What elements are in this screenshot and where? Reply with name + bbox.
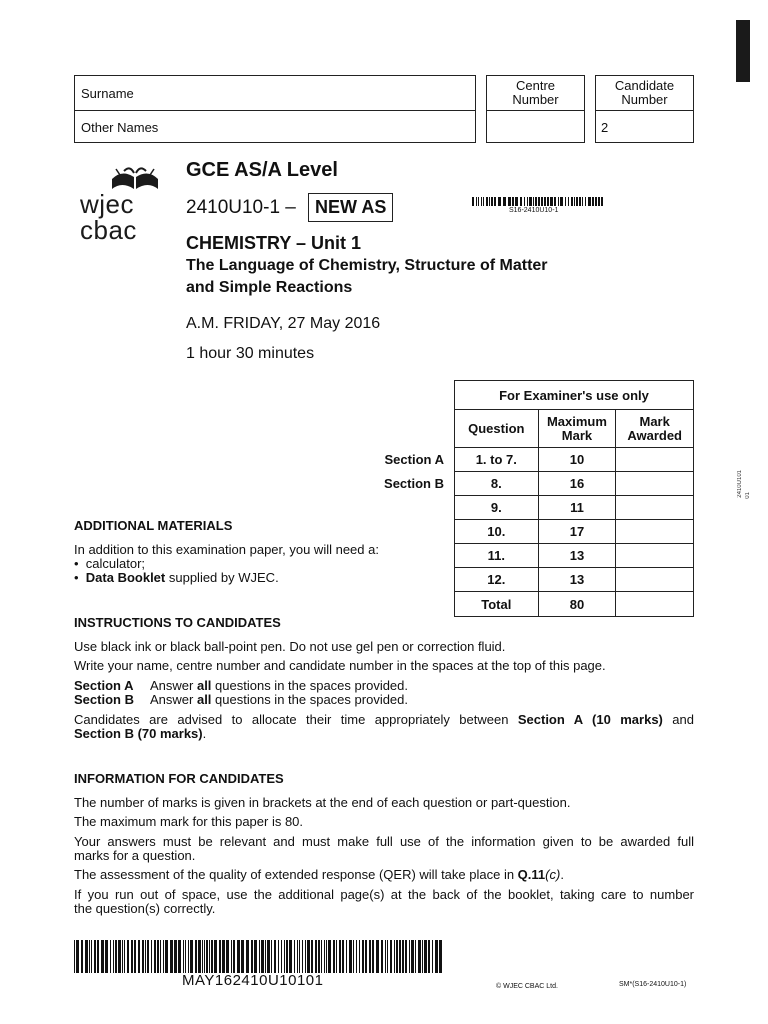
barcode-bar (333, 940, 335, 973)
barcode-bar (178, 940, 181, 973)
row-question: 10. (455, 520, 539, 544)
barcode-bar (278, 940, 279, 973)
barcode-bar (533, 197, 534, 206)
barcode-bar (142, 940, 144, 973)
row-question: 1. to 7. (455, 448, 539, 472)
barcode-bar (222, 940, 225, 973)
instr-section-b-post: questions in the spaces provided. (211, 692, 409, 707)
centre-number-label-1: Centre (515, 78, 556, 93)
barcode-bar (365, 940, 367, 973)
total-row (455, 592, 694, 617)
barcode-bar (560, 197, 563, 206)
barcode-bar (110, 940, 111, 973)
bullet-1-text: calculator; (85, 556, 146, 571)
barcode-bar (582, 197, 583, 206)
barcode-bar (265, 940, 266, 973)
barcode-bar (520, 197, 522, 206)
barcode-bar (529, 197, 532, 206)
row-max: 13 (538, 568, 616, 592)
barcode-bar (342, 940, 344, 973)
barcode-bar (195, 940, 197, 973)
barcode-bar (346, 940, 347, 973)
barcode-bar (595, 197, 597, 206)
row-awarded[interactable] (616, 448, 694, 472)
barcode-bar (353, 940, 354, 973)
barcode-bar (124, 940, 125, 973)
barcode-bar (588, 197, 591, 206)
information-line-2: The maximum mark for this paper is 80. (74, 814, 304, 829)
col-awarded-header (616, 410, 694, 448)
instr-section-b-label: Section B (74, 692, 134, 707)
new-as-badge: NEW AS (308, 193, 393, 222)
barcode-bar (491, 197, 493, 206)
barcode-bar (411, 940, 414, 973)
barcode-bar (97, 940, 99, 973)
barcode-bar (339, 940, 341, 973)
barcode-bar (336, 940, 337, 973)
advise-section-a: Section A (10 marks) (517, 712, 663, 727)
barcode-bar (94, 940, 96, 973)
barcode-bar (185, 940, 186, 973)
centre-number-header (486, 75, 585, 111)
total-value: 80 (538, 592, 616, 617)
barcode-bar (138, 940, 140, 973)
barcode-bar (568, 197, 569, 206)
barcode-bar (415, 940, 416, 973)
barcode-bar (91, 940, 92, 973)
bullet-2-bold: Data Booklet (85, 570, 166, 585)
materials-bullet-1 (74, 557, 145, 571)
barcode-bar (439, 940, 442, 973)
barcode-bar (188, 940, 189, 973)
barcode-bar (324, 940, 325, 973)
exam-duration: 1 hour 30 minutes (186, 345, 315, 362)
barcode-bar (483, 197, 484, 206)
barcode-bar (396, 940, 398, 973)
barcode-bar (486, 197, 488, 206)
barcode-bar (328, 940, 331, 973)
barcode-bar (127, 940, 129, 973)
centre-number-field[interactable] (486, 110, 585, 143)
barcode-bar (376, 940, 379, 973)
information-line-4 (74, 868, 564, 882)
barcode-bar (209, 940, 210, 973)
barcode-bar (183, 940, 184, 973)
barcode-bar (418, 940, 421, 973)
barcode-bar (381, 940, 383, 973)
information-line-5b: the question(s) correctly. (74, 901, 216, 916)
barcode-bar (105, 940, 108, 973)
barcode-bar (574, 197, 575, 206)
advise-pre: Candidates are advised to allocate their time appropriately between (74, 712, 518, 727)
bullet-dot: • (74, 556, 86, 571)
barcode-bar (204, 940, 205, 973)
instructions-line-1: Use black ink or black ball-point pen. Do not use gel pen or correction fluid. (74, 639, 506, 654)
barcode-bar (544, 197, 546, 206)
barcode-bar (390, 940, 392, 973)
barcode-bar (576, 197, 578, 206)
top-barcode-bars (472, 197, 608, 206)
barcode-bar (202, 940, 203, 973)
barcode-bar (585, 197, 586, 206)
barcode-bar (349, 940, 352, 973)
barcode-bar (299, 940, 300, 973)
barcode-bar (251, 940, 253, 973)
barcode-bar (550, 197, 553, 206)
barcode-bar (157, 940, 159, 973)
barcode-bar (274, 940, 276, 973)
barcode-bar (115, 940, 117, 973)
row-question: 9. (455, 496, 539, 520)
table-row (455, 472, 694, 496)
barcode-bar (214, 940, 217, 973)
side-code-2: 01 (745, 492, 751, 499)
barcode-bar (399, 940, 401, 973)
row-awarded[interactable] (616, 544, 694, 568)
materials-bullet-2 (74, 571, 279, 585)
barcode-bar (237, 940, 240, 973)
qualification-level: GCE AS/A Level (186, 159, 338, 181)
col-max-header (538, 410, 616, 448)
barcode-bar (254, 940, 257, 973)
row-max: 13 (538, 544, 616, 568)
information-line-3a: Your answers must be relevant and must make full use of the information given to be awarded full (74, 834, 694, 849)
barcode-bar (369, 940, 371, 973)
barcode-bar (226, 940, 229, 973)
info-4-end: . (560, 867, 564, 882)
barcode-bar (89, 940, 90, 973)
barcode-bar (311, 940, 313, 973)
barcode-bar (359, 940, 360, 973)
barcode-bar (305, 940, 306, 973)
candidate-number-header (595, 75, 694, 111)
section-a-label: Section A (384, 452, 444, 467)
bullet-dot: • (74, 570, 86, 585)
barcode-bar (547, 197, 549, 206)
barcode-bar (294, 940, 295, 973)
instructions-section-a (74, 679, 408, 693)
barcode-bar (101, 940, 104, 973)
info-4-q: Q.11 (517, 867, 546, 882)
subtitle-line-2: and Simple Reactions (186, 279, 353, 296)
barcode-bar (538, 197, 540, 206)
row-awarded[interactable] (616, 568, 694, 592)
surname-field[interactable] (74, 75, 476, 111)
barcode-bar (535, 197, 537, 206)
total-awarded[interactable] (616, 592, 694, 617)
barcode-bar (508, 197, 511, 206)
candidate-number-field[interactable] (595, 110, 694, 143)
barcode-bar (554, 197, 556, 206)
barcode-bar (598, 197, 600, 206)
barcode-bar (579, 197, 581, 206)
information-heading: INFORMATION FOR CANDIDATES (74, 771, 284, 786)
row-max: 16 (538, 472, 616, 496)
barcode-bar (118, 940, 121, 973)
instr-section-a-pre: Answer (150, 678, 197, 693)
wjec-logo (80, 165, 160, 245)
barcode-bar (267, 940, 270, 973)
barcode-bar (321, 940, 322, 973)
information-line-3b: marks for a question. (74, 848, 196, 863)
instructions-advise-line-1 (74, 713, 694, 727)
barcode-bar (170, 940, 173, 973)
other-names-label: Other Names (81, 120, 159, 135)
barcode-bar (233, 940, 235, 973)
advise-section-b: Section B (70 marks) (74, 726, 203, 741)
row-max: 17 (538, 520, 616, 544)
table-row (455, 544, 694, 568)
instructions-line-2: Write your name, centre number and candidate number in the spaces at the top of this page. (74, 658, 606, 673)
barcode-bar (165, 940, 168, 973)
barcode-bar (174, 940, 177, 973)
barcode-bar (318, 940, 320, 973)
exam-date: A.M. FRIDAY, 27 May 2016 (186, 315, 381, 332)
row-question: 8. (455, 472, 539, 496)
barcode-bar (409, 940, 410, 973)
barcode-bar (571, 197, 573, 206)
info-4-pre: The assessment of the quality of extended response (QER) will take place in (74, 867, 518, 882)
instr-section-b-all: all (196, 692, 212, 707)
paper-reference: SM*(S16-2410U10-1) (619, 981, 687, 988)
barcode-bar (524, 197, 525, 206)
instructions-advise-line-2 (74, 727, 206, 741)
barcode-bar (541, 197, 543, 206)
barcode-bar (515, 197, 518, 206)
barcode-bar (219, 940, 221, 973)
row-awarded[interactable] (616, 472, 694, 496)
subtitle-line-1: The Language of Chemistry, Structure of Matter (186, 257, 548, 274)
barcode-bar (472, 197, 474, 206)
paper-code: 2410U10-1 – (186, 197, 296, 218)
row-max: 10 (538, 448, 616, 472)
barcode-bar (74, 940, 75, 973)
barcode-bar (85, 940, 88, 973)
row-awarded[interactable] (616, 520, 694, 544)
table-row (455, 448, 694, 472)
col-question-header: Question (455, 410, 539, 448)
barcode-bar (113, 940, 114, 973)
copyright: © WJEC CBAC Ltd. (496, 983, 558, 990)
barcode-bar (131, 940, 133, 973)
centre-number-label-2: Number (512, 92, 559, 107)
logo-line-1: wjec (80, 189, 135, 219)
subject-title: CHEMISTRY – Unit 1 (186, 233, 362, 253)
book-icon (110, 165, 160, 191)
instructions-section-b (74, 693, 408, 707)
barcode-bar (289, 940, 292, 973)
advise-end: . (202, 726, 207, 741)
barcode-bar (302, 940, 303, 973)
table-row (455, 568, 694, 592)
col-max-header-2: Mark (561, 427, 593, 443)
top-barcode (472, 197, 608, 206)
info-4-c: (c) (545, 867, 561, 882)
barcode-bar (259, 940, 260, 973)
barcode-bar (147, 940, 149, 973)
barcode-bar (387, 940, 388, 973)
row-question: 11. (455, 544, 539, 568)
instr-section-a-label: Section A (74, 678, 134, 693)
barcode-bar (478, 197, 479, 206)
barcode-bar (206, 940, 208, 973)
barcode-bar (565, 197, 566, 206)
barcode-bar (372, 940, 374, 973)
candidate-number-label-1: Candidate (614, 78, 675, 93)
instr-section-b-pre: Answer (150, 692, 197, 707)
barcode-bar (356, 940, 357, 973)
additional-materials-intro: In addition to this examination paper, you will need a: (74, 542, 379, 557)
other-names-field[interactable] (74, 110, 476, 143)
barcode-bar (422, 940, 423, 973)
barcode-bar (246, 940, 249, 973)
barcode-bar (297, 940, 298, 973)
barcode-bar (198, 940, 201, 973)
registration-mark (736, 20, 750, 82)
barcode-bar (424, 940, 427, 973)
barcode-bar (326, 940, 327, 973)
barcode-bar (402, 940, 404, 973)
barcode-bar (241, 940, 244, 973)
barcode-bar (503, 197, 506, 206)
col-awarded-header-1: Mark (639, 413, 670, 429)
barcode-bar (81, 940, 83, 973)
barcode-bar (286, 940, 288, 973)
barcode-bar (385, 940, 386, 973)
barcode-bar (362, 940, 364, 973)
barcode-bar (145, 940, 146, 973)
examiner-table (454, 380, 694, 617)
barcode-bar (481, 197, 482, 206)
barcode-bar (261, 940, 264, 973)
advise-and: and (662, 712, 694, 727)
section-b-label: Section B (384, 476, 444, 491)
col-awarded-header-2: Awarded (627, 427, 682, 443)
col-max-header-1: Maximum (546, 413, 607, 429)
row-awarded[interactable] (616, 496, 694, 520)
row-question: 12. (455, 568, 539, 592)
barcode-bar (271, 940, 272, 973)
barcode-bar (405, 940, 407, 973)
barcode-bar (527, 197, 528, 206)
row-max: 11 (538, 496, 616, 520)
barcode-bar (476, 197, 477, 206)
bullet-2-rest: supplied by WJEC. (165, 570, 279, 585)
top-barcode-text: S16-2410U10-1 (509, 207, 559, 214)
information-line-5a: If you run out of space, use the additional page(s) at the back of the booklet, taking care to number (74, 887, 694, 902)
barcode-bar (428, 940, 430, 973)
table-row (455, 496, 694, 520)
barcode-bar (432, 940, 433, 973)
instr-section-a-post: questions in the spaces provided. (211, 678, 409, 693)
candidate-number-label-2: Number (621, 92, 668, 107)
instructions-heading: INSTRUCTIONS TO CANDIDATES (74, 615, 281, 630)
table-row (455, 520, 694, 544)
barcode-bar (160, 940, 161, 973)
barcode-bar (281, 940, 282, 973)
barcode-bar (512, 197, 514, 206)
surname-label: Surname (81, 86, 134, 101)
barcode-bar (76, 940, 79, 973)
barcode-bar (163, 940, 164, 973)
candidate-number-value: 2 (601, 120, 609, 135)
barcode-bar (498, 197, 501, 206)
instr-section-a-all: all (196, 678, 212, 693)
total-label: Total (455, 592, 539, 617)
barcode-bar (315, 940, 317, 973)
information-line-1: The number of marks is given in brackets at the end of each question or part-question. (74, 795, 571, 810)
barcode-bar (151, 940, 152, 973)
barcode-bar (122, 940, 123, 973)
barcode-bar (211, 940, 213, 973)
barcode-bar (494, 197, 496, 206)
side-code-1: 2410U101 (737, 470, 743, 498)
barcode-bar (435, 940, 438, 973)
footer-barcode-bars (74, 940, 444, 973)
barcode-bar (601, 197, 603, 206)
logo-line-2: cbac (80, 215, 137, 245)
barcode-bar (307, 940, 310, 973)
barcode-bar (558, 197, 559, 206)
barcode-bar (489, 197, 490, 206)
barcode-bar (231, 940, 232, 973)
barcode-bar (190, 940, 193, 973)
barcode-bar (592, 197, 594, 206)
barcode-bar (284, 940, 285, 973)
footer-barcode (74, 940, 444, 973)
barcode-bar (154, 940, 156, 973)
barcode-bar (394, 940, 395, 973)
footer-barcode-text: MAY162410U10101 (182, 972, 324, 989)
barcode-bar (134, 940, 136, 973)
examiner-table-title: For Examiner's use only (455, 381, 694, 410)
additional-materials-heading: ADDITIONAL MATERIALS (74, 518, 233, 533)
